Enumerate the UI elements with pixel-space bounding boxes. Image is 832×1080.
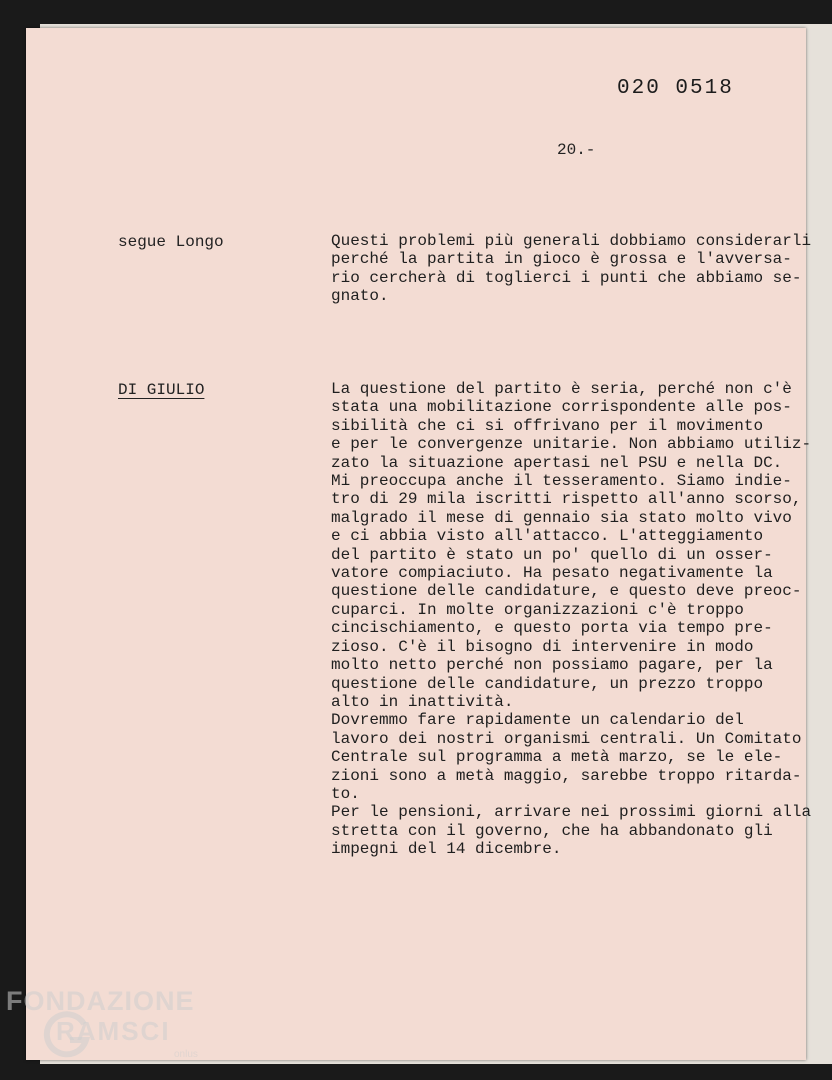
text-line: zato la situazione apertasi nel PSU e nella DC. [331, 453, 783, 472]
text-line: Mi preoccupa anche il tesseramento. Siamo indie- [331, 472, 792, 491]
text-line: lavoro dei nostri organismi centrali. Un Comitato [331, 729, 802, 748]
speaker-label-di-giulio: DI GIULIO [118, 381, 205, 399]
text-line: cincischiamento, e questo porta via tempo pre- [331, 619, 773, 638]
speech-block-longo [331, 232, 811, 306]
text-line: alto in inattività. [331, 692, 514, 711]
text-line: zioso. C'è il bisogno di intervenire in modo [331, 637, 754, 656]
text-line: cuparci. In molte organizzazioni c'è troppo [331, 600, 744, 619]
text-line: malgrado il mese di gennaio sia stato molto vivo [331, 508, 792, 527]
text-line: Per le pensioni, arrivare nei prossimi giorni alla [331, 803, 812, 822]
text-line: Dovremmo fare rapidamente un calendario del [331, 711, 744, 730]
text-line: Centrale sul programma a metà marzo, se le ele- [331, 748, 783, 767]
text-line: impegni del 14 dicembre. [331, 840, 562, 859]
text-line: questione delle candidature, un prezzo troppo [331, 674, 764, 693]
text-line: gnato. [331, 287, 389, 306]
speaker-label-longo: segue Longo [118, 233, 224, 251]
page-number: 20.- [557, 141, 596, 159]
watermark-suffix: onlus [174, 1049, 198, 1060]
text-line: Questi problemi più generali dobbiamo considerarli [331, 232, 812, 250]
text-line: rio cercherà di toglierci i punti che abbiamo se- [331, 268, 802, 287]
text-line: stretta con il governo, che ha abbandonato gli [331, 821, 773, 840]
text-line: vatore compiaciuto. Ha pesato negativamente la [331, 564, 773, 583]
archive-number: 020 0518 [617, 77, 734, 100]
text-line: to. [331, 784, 360, 803]
text-line: sibilità che ci si offrivano per il movimento [331, 416, 764, 435]
text-line: tro di 29 mila iscritti rispetto all'anno scorso, [331, 490, 802, 509]
text-line: stata una mobilitazione corrispondente alle pos- [331, 398, 792, 417]
text-line: La questione del partito è seria, perché non c'è [331, 380, 792, 398]
speech-block-di-giulio [331, 380, 811, 859]
text-line: e per le convergenze unitarie. Non abbiamo utiliz- [331, 435, 812, 454]
text-line: e ci abbia visto all'attacco. L'atteggiamento [331, 527, 764, 546]
watermark-line-2: RAMSCI [56, 1016, 171, 1046]
text-line: questione delle candidature, e questo deve preoc- [331, 582, 802, 601]
watermark-line-1: FONDAZIONE [6, 986, 195, 1016]
text-line: molto netto perché non possiamo pagare, per la [331, 656, 773, 675]
fondazione-gramsci-watermark [6, 986, 198, 1060]
text-line: del partito è stato un po' quello di un osser- [331, 545, 773, 564]
text-line: zioni sono a metà maggio, sarebbe troppo ritarda- [331, 766, 802, 785]
text-line: perché la partita in gioco è grossa e l'avversa- [331, 250, 792, 269]
